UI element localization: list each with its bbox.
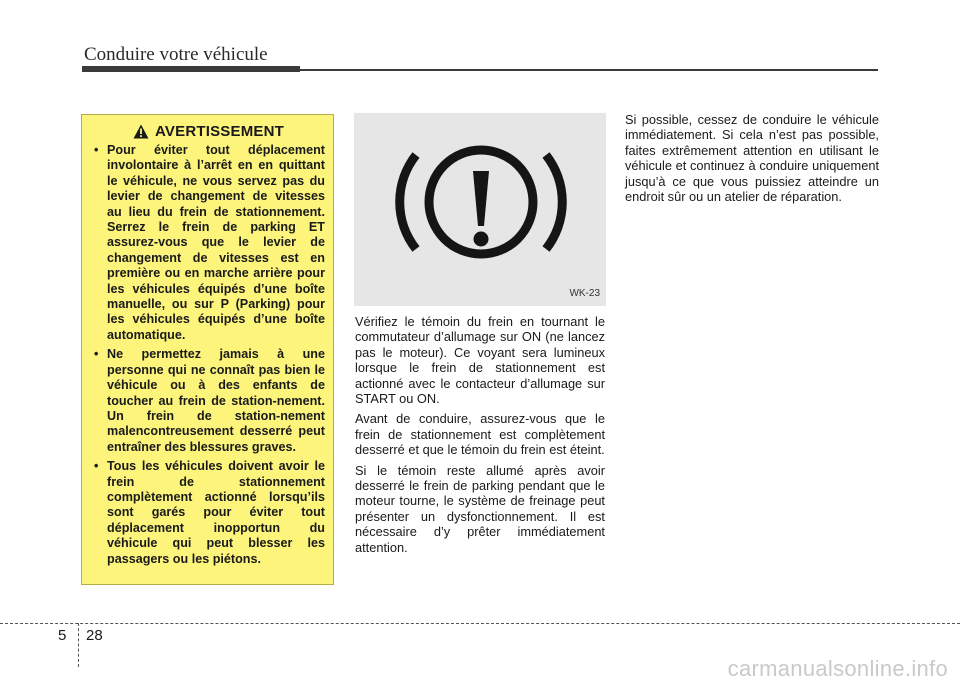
paragraph: Avant de conduire, assurez-vous que le frein de stationnement est complètement desserré et que le témoin du frein est éteint. <box>355 411 605 458</box>
warning-box <box>81 114 334 585</box>
warning-heading-text: AVERTISSEMENT <box>154 123 284 140</box>
footer-page-divider <box>78 623 79 667</box>
warning-heading <box>92 123 325 140</box>
middle-column <box>355 314 605 560</box>
paragraph: Vérifiez le témoin du frein en tournant le commutateur d’allumage sur ON (ne lancez pas le moteur). Ce voyant sera lumineux lorsque le frein de stationnement est actionné avec le contacteur d’allumage sur START ou ON. <box>355 314 605 407</box>
watermark: carmanualsonline.info <box>727 656 948 681</box>
paragraph: Si possible, cessez de conduire le véhicule immédiatement. Si cela n’est pas possible, faites extrêmement attention en utilisant le véhicule et continuez à conduire uniquement jusqu’à ce que vous puissiez atteindre un endroit sûr ou un atelier de réparation. <box>625 112 879 205</box>
brake-warning-icon <box>354 113 606 306</box>
warning-item: • Pour éviter tout déplacement involontaire à l’arrêt en en quittant le véhicule, ne vous servez pas du levier de changement de vitesses au lieu du frein de stationnement. Serrez le frein de parking ET assurez-vous que le levier de changement de vitesses est en première ou en marche arrière pour les véhicules équipés d’une boîte manuelle, ou sur P (Parking) pour les véhicules équipés d’une boîte automatique. <box>94 143 325 342</box>
paragraph: Si le témoin reste allumé après avoir desserré le frein de parking pendant que le moteur tourne, le système de freinage peut présenter un dysfonctionnement. Il est nécessaire d’y prêter immédiatement attention. <box>355 462 605 555</box>
warning-triangle-icon <box>133 124 149 139</box>
header-rule-thick <box>82 66 300 72</box>
figure-code: WK-23 <box>569 288 600 299</box>
footer-divider <box>0 623 960 624</box>
page-number: 28 <box>86 627 103 644</box>
brake-warning-figure <box>354 113 606 306</box>
header-rule-thin <box>300 69 878 71</box>
page-header-title: Conduire votre véhicule <box>84 44 268 65</box>
right-column <box>625 112 879 204</box>
section-number: 5 <box>58 627 67 644</box>
warning-item: • Ne permettez jamais à une personne qui ne connaît pas bien le véhicule ou à des enfants de toucher au frein de station-nement. Un frein de station-nement malencontreusement desserré peut entraîner des blessures graves. <box>94 347 325 454</box>
warning-item: • Tous les véhicules doivent avoir le frein de stationnement complètement actionné lorsqu’ils sont garés pour éviter tout déplacement inopportun du véhicule qui peut blesser les passagers ou les piétons. <box>94 459 325 566</box>
warning-list <box>92 143 325 567</box>
